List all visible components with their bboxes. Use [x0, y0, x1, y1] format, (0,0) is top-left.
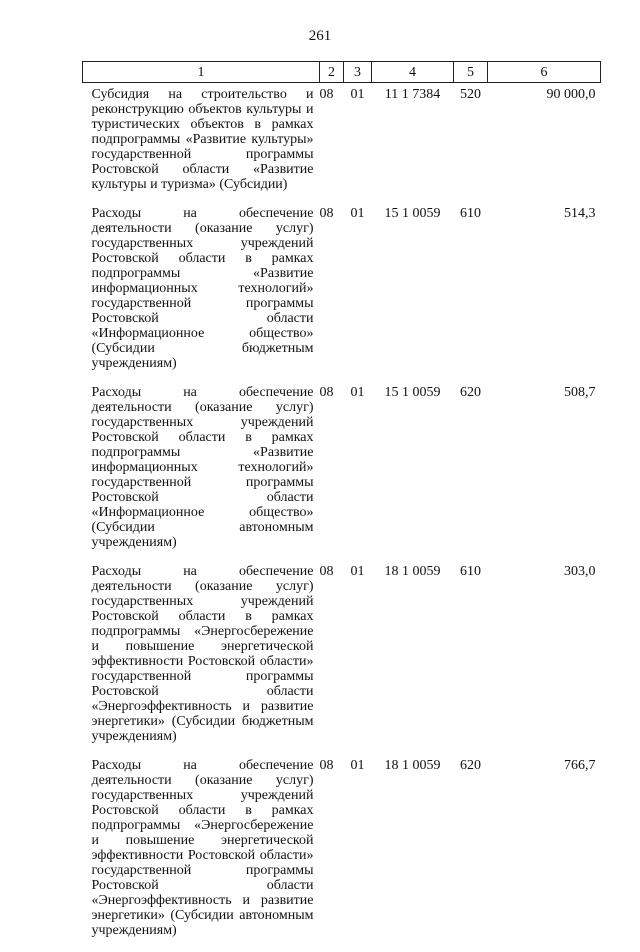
row-section: 08: [320, 206, 344, 385]
row-section: 08: [320, 564, 344, 758]
row-expense-type: 610: [454, 564, 488, 758]
row-target-article: 18 1 0059: [372, 758, 454, 952]
header-col-3: 3: [344, 62, 372, 83]
row-subsection: 01: [344, 206, 372, 385]
table-header: [83, 62, 601, 83]
table-row: [83, 564, 601, 758]
row-amount: 508,7: [488, 385, 601, 564]
row-target-article: 15 1 0059: [372, 385, 454, 564]
table-body: [83, 83, 601, 952]
row-expense-type: 620: [454, 758, 488, 952]
header-col-1: 1: [83, 62, 320, 83]
row-subsection: 01: [344, 758, 372, 952]
row-amount: 303,0: [488, 564, 601, 758]
row-description: Расходы на обеспечение деятельности (оказание услуг) государственных учреждений Ростовской области в рамках подпрограммы «Развитие информационных технологий» государственной программы Ростовской области «Информационное общество» (Субсидии автономным учреждениям): [83, 385, 320, 564]
row-amount: 90 000,0: [488, 83, 601, 207]
row-expense-type: 620: [454, 385, 488, 564]
row-expense-type: 610: [454, 206, 488, 385]
row-subsection: 01: [344, 564, 372, 758]
row-section: 08: [320, 83, 344, 207]
row-description: Расходы на обеспечение деятельности (оказание услуг) государственных учреждений Ростовской области в рамках подпрограммы «Энергосбережение и повышение энергетической эффективности Ростовской области» государственной программы Ростовской области «Энергоэффективность и развитие энергетики» (Субсидии автономным учреждениям): [83, 758, 320, 952]
table-row: [83, 83, 601, 207]
row-section: 08: [320, 385, 344, 564]
page-number: 261: [0, 27, 640, 45]
budget-table: [82, 61, 601, 952]
header-col-6: 6: [488, 62, 601, 83]
header-col-4: 4: [372, 62, 454, 83]
row-target-article: 18 1 0059: [372, 564, 454, 758]
row-description: Субсидия на строительство и реконструкцию объектов культуры и туристических объектов в рамках подпрограммы «Развитие культуры» государственной программы Ростовской области «Развитие культуры и туризма» (Субсидии): [83, 83, 320, 207]
row-description: Расходы на обеспечение деятельности (оказание услуг) государственных учреждений Ростовской области в рамках подпрограммы «Энергосбережение и повышение энергетической эффективности Ростовской области» государственной программы Ростовской области «Энергоэффективность и развитие энергетики» (Субсидии бюджетным учреждениям): [83, 564, 320, 758]
table-row: [83, 385, 601, 564]
row-amount: 514,3: [488, 206, 601, 385]
row-expense-type: 520: [454, 83, 488, 207]
row-amount: 766,7: [488, 758, 601, 952]
table-row: [83, 206, 601, 385]
table-row: [83, 758, 601, 952]
row-description: Расходы на обеспечение деятельности (оказание услуг) государственных учреждений Ростовской области в рамках подпрограммы «Развитие информационных технологий» государственной программы Ростовской области «Информационное общество» (Субсидии бюджетным учреждениям): [83, 206, 320, 385]
row-section: 08: [320, 758, 344, 952]
header-row: [83, 62, 601, 83]
row-target-article: 15 1 0059: [372, 206, 454, 385]
row-subsection: 01: [344, 385, 372, 564]
row-target-article: 11 1 7384: [372, 83, 454, 207]
header-col-5: 5: [454, 62, 488, 83]
row-subsection: 01: [344, 83, 372, 207]
header-col-2: 2: [320, 62, 344, 83]
